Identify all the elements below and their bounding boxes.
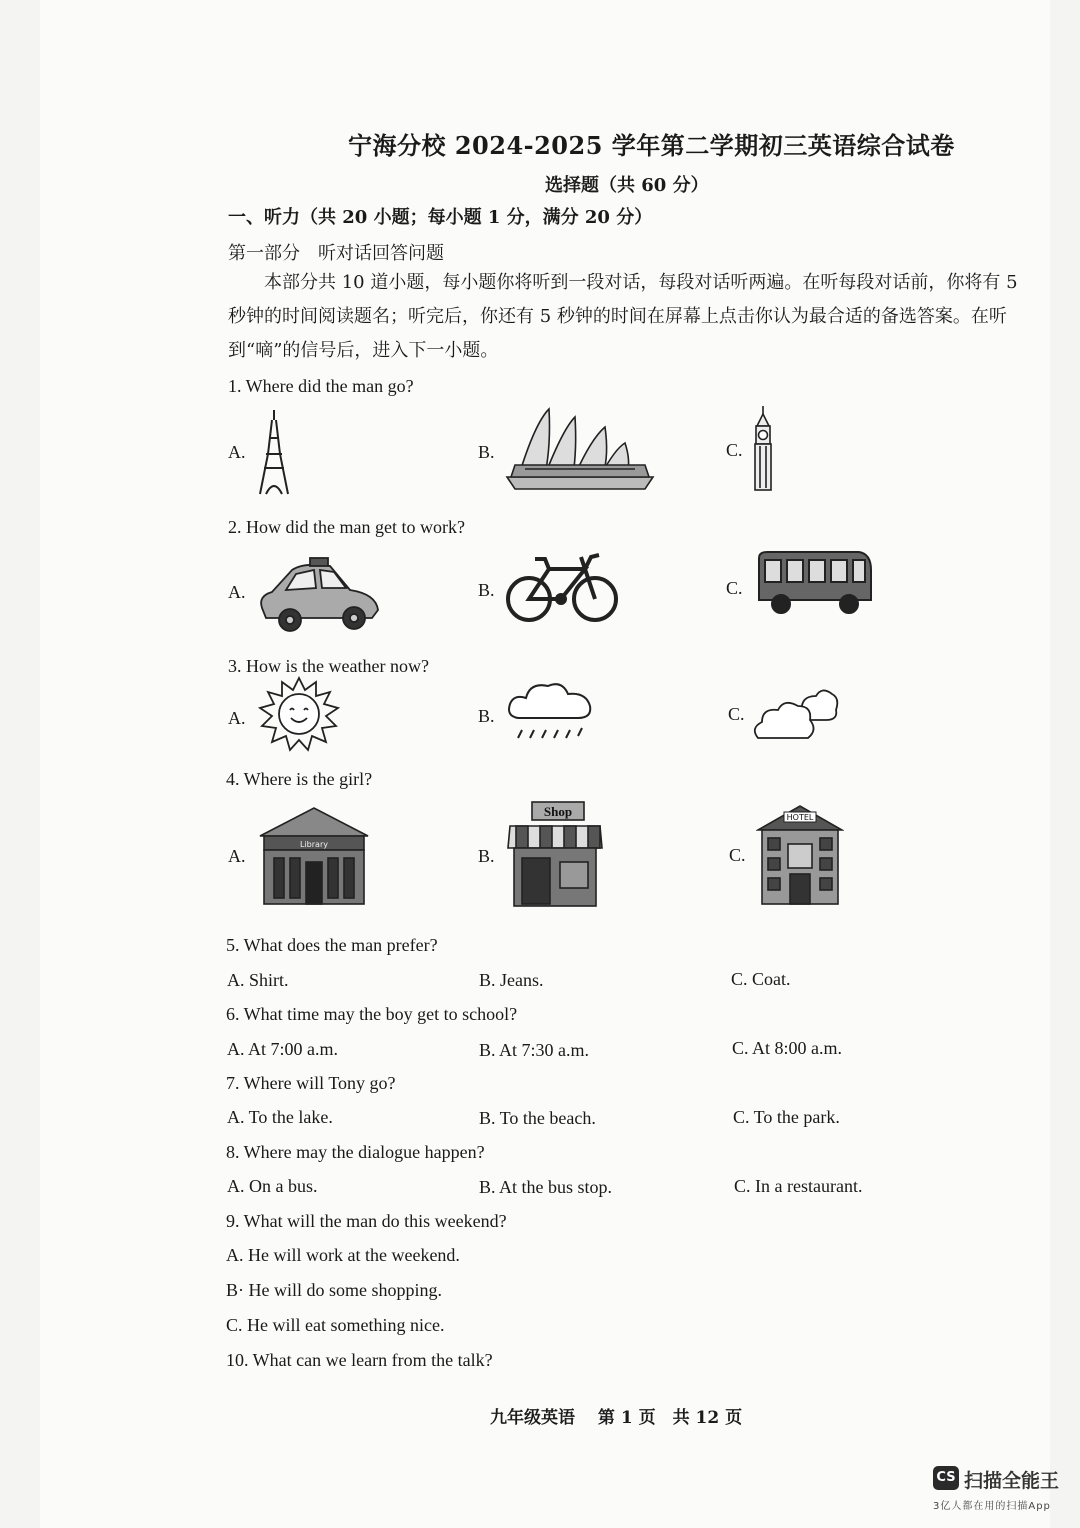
question-3: 3. How is the weather now? bbox=[228, 656, 429, 676]
option-4c[interactable]: C. bbox=[729, 845, 746, 865]
option-5b[interactable]: B. Jeans. bbox=[479, 970, 544, 990]
option-4b[interactable]: B. bbox=[478, 846, 495, 866]
option-7b[interactable]: B. To the beach. bbox=[479, 1108, 596, 1128]
option-6c[interactable]: C. At 8:00 a.m. bbox=[732, 1038, 843, 1058]
option-5c[interactable]: C. Coat. bbox=[731, 969, 791, 989]
question-5: 5. What does the man prefer? bbox=[226, 935, 438, 955]
page-footer: 九年级英语 第 1 页 共 12 页 bbox=[490, 1408, 743, 1428]
sydney-opera-house-icon[interactable] bbox=[505, 405, 655, 493]
sun-icon[interactable] bbox=[256, 676, 342, 752]
option-2b[interactable]: B. bbox=[478, 580, 495, 600]
option-5a[interactable]: A. Shirt. bbox=[227, 970, 289, 990]
question-9: 9. What will the man do this weekend? bbox=[226, 1211, 507, 1231]
option-2a[interactable]: A. bbox=[228, 582, 246, 602]
option-1c[interactable]: C. bbox=[726, 440, 743, 460]
bus-icon[interactable] bbox=[755, 550, 875, 620]
question-4: 4. Where is the girl? bbox=[226, 769, 373, 789]
question-1: 1. Where did the man go? bbox=[228, 376, 414, 396]
option-6a[interactable]: A. At 7:00 a.m. bbox=[227, 1039, 338, 1059]
option-4a[interactable]: A. bbox=[228, 846, 246, 866]
watermark-tagline: 3亿人都在用的扫描App bbox=[933, 1501, 1051, 1512]
option-9c[interactable]: C. He will eat something nice. bbox=[226, 1315, 445, 1335]
exam-page bbox=[40, 0, 1050, 1528]
exam-title: 宁海分校 2024-2025 学年第二学期初三英语综合试卷 bbox=[348, 131, 955, 160]
bicycle-icon[interactable] bbox=[505, 547, 619, 627]
instructions: 本部分共 10 道小题，每小题你将听到一段对话，每段对话听两遍。在听每段对话前，你将有 5 秒钟的时间阅读题名；听完后，你还有 5 秒钟的时间在屏幕上点击你认为最合适的备选答案。在听到“嘀”的信号后，进入下一小题。 bbox=[228, 272, 1018, 361]
library-building-icon[interactable] bbox=[258, 806, 370, 906]
part-heading: 第一部分 听对话回答问题 bbox=[228, 243, 444, 264]
option-1b[interactable]: B. bbox=[478, 442, 495, 462]
shop-building-icon[interactable] bbox=[506, 800, 604, 908]
shop-sign: Shop bbox=[543, 804, 573, 819]
option-2c[interactable]: C. bbox=[726, 578, 743, 598]
option-8c[interactable]: C. In a restaurant. bbox=[734, 1176, 863, 1196]
option-1a[interactable]: A. bbox=[228, 442, 246, 462]
option-3b[interactable]: B. bbox=[478, 706, 495, 726]
eiffel-tower-icon[interactable] bbox=[254, 408, 294, 496]
option-8b[interactable]: B. At the bus stop. bbox=[479, 1177, 613, 1197]
option-3c[interactable]: C. bbox=[728, 704, 745, 724]
option-8a[interactable]: A. On a bus. bbox=[227, 1176, 318, 1196]
option-7c[interactable]: C. To the park. bbox=[733, 1107, 840, 1127]
rain-cloud-icon[interactable] bbox=[506, 680, 596, 750]
hotel-sign: HOTEL bbox=[786, 813, 814, 822]
question-6: 6. What time may the boy get to school? bbox=[226, 1004, 518, 1024]
question-10: 10. What can we learn from the talk? bbox=[226, 1350, 493, 1370]
section-heading: 一、听力（共 20 小题；每小题 1 分，满分 20 分） bbox=[228, 207, 653, 228]
option-9a[interactable]: A. He will work at the weekend. bbox=[226, 1245, 460, 1265]
clouds-icon[interactable] bbox=[752, 684, 840, 744]
question-7: 7. Where will Tony go? bbox=[226, 1073, 396, 1093]
hotel-building-icon[interactable] bbox=[756, 804, 844, 906]
big-ben-icon[interactable] bbox=[752, 406, 774, 492]
option-6b[interactable]: B. At 7:30 a.m. bbox=[479, 1040, 590, 1060]
library-sign: Library bbox=[300, 840, 328, 849]
option-3a[interactable]: A. bbox=[228, 708, 246, 728]
question-8: 8. Where may the dialogue happen? bbox=[226, 1142, 485, 1162]
option-7a[interactable]: A. To the lake. bbox=[227, 1107, 333, 1127]
watermark-name: 扫描全能王 bbox=[964, 1470, 1060, 1492]
taxi-icon[interactable] bbox=[254, 556, 382, 636]
option-9b[interactable]: B· He will do some shopping. bbox=[226, 1280, 442, 1300]
camscanner-logo: CS bbox=[933, 1466, 959, 1490]
exam-subtitle: 选择题（共 60 分） bbox=[545, 175, 709, 196]
question-2: 2. How did the man get to work? bbox=[228, 517, 465, 537]
